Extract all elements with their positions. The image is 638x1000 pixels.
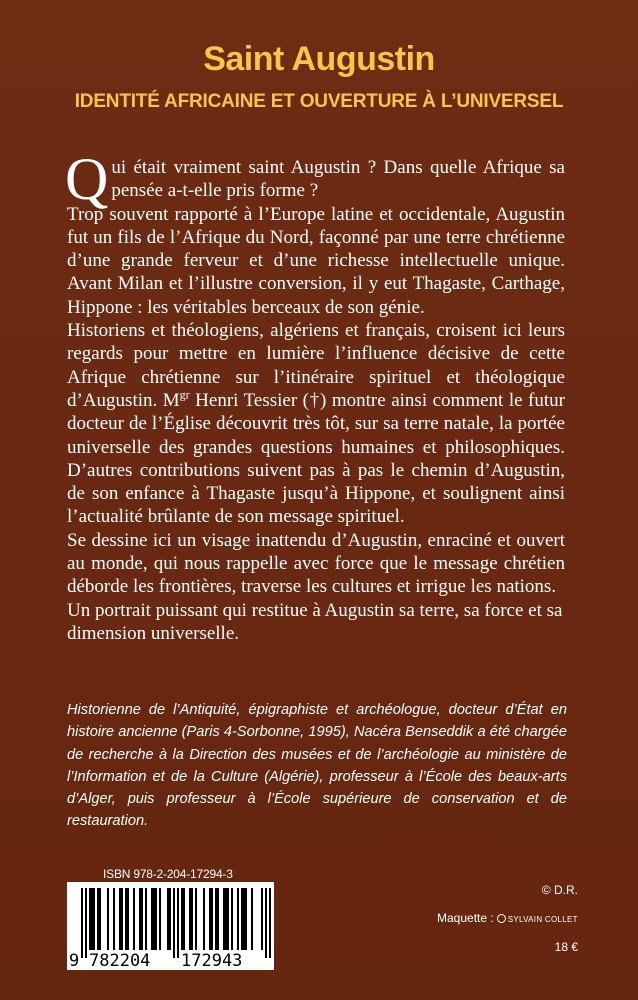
barcode-bar — [113, 888, 115, 950]
barcode-bar — [151, 888, 153, 950]
blurb-paragraph: Trop souvent rapporté à l’Europe latine et occidentale, Augustin fut un fils de l’Afrique du Nord, façonné par une terre chrétienne d’une grande ferveur et d’une richesse intellectuelle unique. Avant Milan et l’illustre conversion, il y eut Thagaste, Carthage, Hippone : les véritables berceaux de son génie. — [67, 203, 565, 318]
barcode-bar — [227, 888, 229, 950]
barcode-bar — [173, 888, 175, 958]
barcode-bar — [139, 888, 141, 950]
barcode-bar — [121, 888, 123, 950]
barcode-bar — [153, 888, 155, 950]
barcode-bar — [251, 888, 253, 950]
blurb-text: ui était vraiment saint Augustin ? Dans quelle Afrique sa pensée a-t-elle pris forme ? — [111, 157, 565, 202]
isbn-label: ISBN 978-2-204-17294-3 — [103, 867, 233, 881]
barcode-bar — [195, 888, 197, 950]
barcode-bar — [81, 888, 83, 958]
designer-logo-icon — [497, 914, 506, 923]
barcode-bar — [159, 888, 161, 950]
barcode-bar — [169, 888, 171, 950]
blurb-paragraph — [65, 146, 565, 212]
barcode-bar — [155, 888, 157, 950]
drop-cap: Q — [65, 146, 109, 212]
barcode-icon — [67, 882, 274, 970]
tessier-title-sup: gr — [179, 387, 190, 402]
book-title: Saint Augustin — [203, 40, 435, 78]
barcode-bar — [99, 888, 101, 950]
tessier-name: Henri Tessier (†) — [189, 389, 332, 411]
back-cover-blurb — [65, 146, 565, 645]
price: 18 € — [554, 940, 578, 954]
barcode-bar — [245, 888, 247, 950]
barcode-bar — [133, 888, 135, 950]
barcode-bar — [209, 888, 211, 950]
barcode-bar — [177, 888, 179, 958]
blurb-text: Historiens et théologiens, algériens et français, croisent ici leurs regards pour mettre en lumière l’influence décisive de cette Afrique chrétienne sur l’itinéraire spirituel et théologique d’Augustin. — [67, 320, 565, 411]
design-credit — [437, 911, 578, 925]
barcode-bar — [215, 888, 217, 950]
book-subtitle: IDENTITÉ AFRICAINE ET OUVERTURE À L’UNIVERSEL — [74, 91, 564, 112]
barcode-bar — [241, 888, 243, 950]
barcode-bar — [225, 888, 227, 950]
barcode-bar — [223, 888, 225, 950]
barcode-right-digits: 172943 — [181, 951, 243, 970]
barcode-first-digit: 9 — [69, 951, 80, 970]
barcode-bar — [85, 888, 87, 958]
barcode-bar — [125, 888, 127, 950]
barcode-bar — [145, 888, 147, 950]
photo-credit: © D.R. — [541, 883, 578, 897]
blurb-paragraph: Un portrait puissant qui restitue à Augustin sa terre, sa force et sa dimension universelle. — [67, 599, 563, 644]
barcode-bar — [237, 888, 239, 950]
barcode-bar — [167, 888, 169, 950]
tessier-prefix: M — [162, 389, 180, 411]
barcode-bar — [93, 888, 95, 950]
barcode-bar — [189, 888, 191, 950]
barcode-bar — [141, 888, 143, 950]
barcode-bar — [91, 888, 93, 950]
barcode-bar — [97, 888, 99, 950]
designer-name: SYLVAIN COLLET — [507, 915, 578, 924]
barcode-bar — [217, 888, 219, 950]
barcode-bar — [107, 888, 109, 950]
barcode-bar — [119, 888, 121, 950]
barcode-bar — [211, 888, 213, 950]
barcode — [67, 882, 274, 970]
blurb-paragraph: Se dessine ici un visage inattendu d’Augustin, enraciné et ouvert au monde, qui nous rappelle avec force que le message chrétien déborde les frontières, traverse les cultures et irrigue les nations. — [67, 529, 565, 598]
barcode-bar — [203, 888, 205, 950]
barcode-bar — [261, 888, 263, 950]
barcode-bar — [243, 888, 245, 950]
barcode-left-digits: 782204 — [89, 951, 151, 970]
barcode-bar — [191, 888, 193, 950]
maquette-label: Maquette : — [437, 911, 494, 925]
blurb-paragraph — [67, 319, 565, 529]
barcode-bar — [127, 888, 129, 950]
barcode-bar — [231, 888, 233, 950]
barcode-bar — [183, 888, 185, 950]
barcode-bar — [269, 888, 271, 958]
barcode-bar — [181, 888, 183, 950]
barcode-bar — [89, 888, 91, 950]
barcode-bar — [265, 888, 267, 958]
blurb-text: montre ainsi comment le futur docteur de l’Église découvrit très tôt, sur sa terre natale, la portée universelle des grandes questions humaines et philosophiques. D’autres contributions suivent pas à pas le chemin d’Augustin, de son enfance à Thagaste jusqu’à Hippone, et soulignent ainsi l’actualité brûlante de son message spirituel. — [67, 389, 565, 528]
author-bio: Historienne de l’Antiquité, épigraphiste et archéologue, docteur d’État en histoire ancienne (Paris 4-Sorbonne, 1995), Nacéra Benseddik a été chargée de recherche à la Direction des musées et de l’archéologie au ministère de l’Information et de la Culture (Algérie), professeur à l’École des beaux-arts d’Alger, puis professeur à l’École supérieure de conservation et de restauration. — [67, 702, 567, 830]
